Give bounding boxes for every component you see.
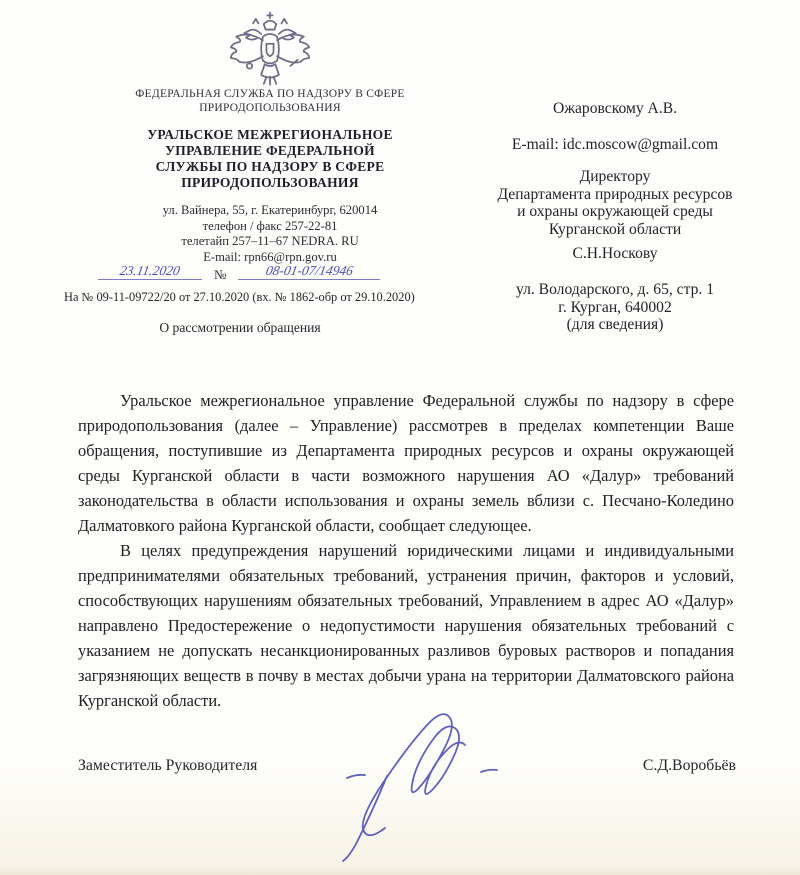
agency-name <box>100 88 440 115</box>
letterhead-contacts <box>100 203 440 265</box>
recipient-address-line: г. Курган, 640002 <box>558 298 672 316</box>
subject-line: О рассмотрении обращения <box>159 320 321 335</box>
department-name-line: ПРИРОДОПОЛЬЗОВАНИЯ <box>181 175 359 190</box>
body-paragraph-2: В целях предупреждения нарушений юридическими лицами и индивидуальными предпринимателями обязательных требований, устранения причин, факторов и условий, способствующих нарушениям обязательных требований, Управлением в адрес АО «Далур» направлено Предостережение о недопустимости нарушения обязательных требований с указанием не допускать несанкционированных разливов буровых растворов и попадания загрязняющих веществ в почву в местах добычи урана на территории Далматовского района Курганской области. <box>78 541 734 710</box>
handwritten-date: 23.11.2020 <box>118 263 182 278</box>
agency-name-line: ПРИРОДОПОЛЬЗОВАНИЯ <box>199 101 341 114</box>
letterhead-phone: телефон / факс 257-22-81 <box>202 218 338 233</box>
signature-scribble-icon <box>335 698 550 866</box>
letterhead-address: ул. Вайнера, 55, г. Екатеринбург, 620014 <box>162 203 378 217</box>
body-paragraph-1: Уральское межрегиональное управление Федеральной службы по надзору в сфере природопользования (далее – Управление) рассмотрев в пределах компетенции Ваше обращения, поступившие из Департамента природных ресурсов и охраны окружающей среды Курганской области в части возможного нарушения АО «Далур» требований законодательства в области использования и охраны земель вблизи с. Песчано-Коледино Далматовкого района Курганской области, сообщает следующее. <box>78 391 734 535</box>
reference-line: На № 09-11-09722/20 от 27.10.2020 (вх. № 1862-обр от 29.10.2020) <box>64 290 415 304</box>
recipient-title-line: Директору <box>579 168 651 185</box>
handwritten-number-field <box>238 263 380 280</box>
recipient-address-line: (для сведения) <box>566 316 664 333</box>
department-name <box>110 127 430 191</box>
handwritten-date-field <box>98 263 202 280</box>
recipient-address-line: ул. Володарского, д. 65, стр. 1 <box>515 281 714 298</box>
signer-position: Заместитель Руководителя <box>78 757 258 774</box>
recipient-email: E-mail: idc.moscow@gmail.com <box>511 136 719 153</box>
agency-name-line: ФЕДЕРАЛЬНАЯ СЛУЖБА ПО НАДЗОРУ В СФЕРЕ <box>135 88 405 100</box>
department-name-line: УПРАВЛЕНИЕ ФЕДЕРАЛЬНОЙ <box>165 143 375 158</box>
number-sign: № <box>214 267 227 282</box>
recipient-title-block <box>440 168 790 238</box>
coat-of-arms-icon <box>216 10 324 90</box>
department-name-line: СЛУЖБЫ ПО НАДЗОРУ В СФЕРЕ <box>155 159 385 174</box>
handwritten-number: 08-01-07/14946 <box>264 263 354 278</box>
registration-row <box>90 263 470 289</box>
recipient-title-line: и охраны окружающей среды <box>517 203 713 220</box>
recipient-title-line: Курганской области <box>548 220 682 238</box>
letterhead-teletype: телетайп 257–11–67 NEDRA. RU <box>181 234 359 249</box>
recipient-name: Ожаровскому А.В. <box>552 100 678 117</box>
department-name-line: УРАЛЬСКОЕ МЕЖРЕГИОНАЛЬНОЕ <box>147 127 393 142</box>
recipient-address-block <box>440 281 790 334</box>
recipient-title-line: Департамента природных ресурсов <box>497 185 733 203</box>
letter-body <box>78 388 734 713</box>
signer-name: С.Д.Воробьёв <box>642 757 736 774</box>
letterhead-email: E-mail: rpn66@rpn.gov.ru <box>203 249 337 264</box>
recipient-second-name: С.Н.Носкову <box>572 245 658 262</box>
